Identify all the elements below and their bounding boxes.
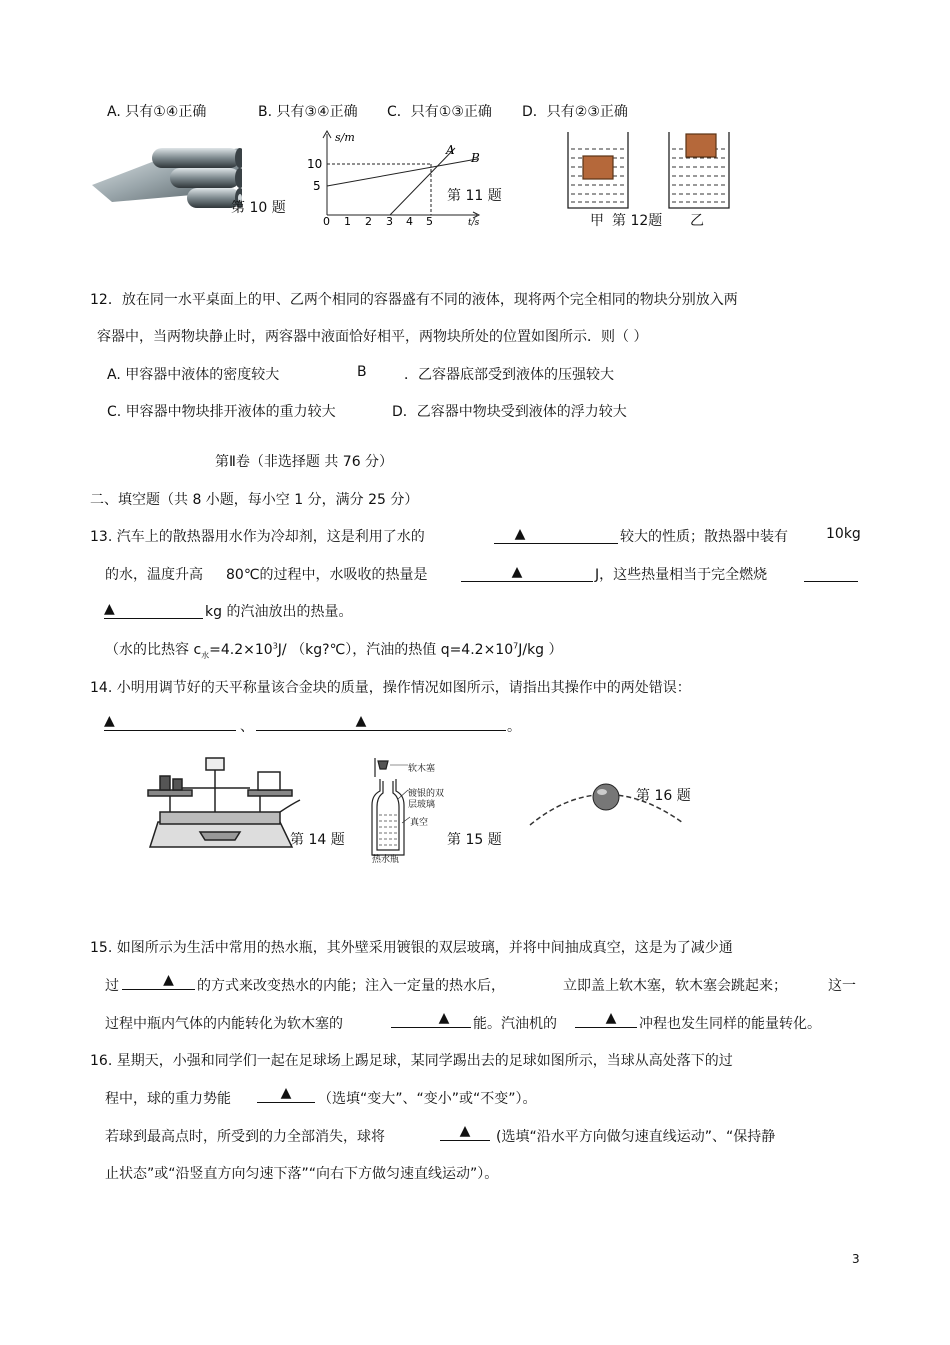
answer-marker: ▲ [511,564,523,580]
q13-text-4: 的水，温度升高 [105,567,203,583]
balance-figure [140,752,302,852]
q15-text-b: 的方式来改变热水的内能；注入一定量的热水后， [197,978,505,994]
q16-text-c: 若球到最高点时，所受到的力全部消失，球将 [105,1129,385,1145]
q12-option-d: D．乙容器中物块受到液体的浮力较大 [392,404,627,420]
x-tick: 3 [386,215,393,228]
q13-text-5: 80℃的过程中，水吸收的热量是 [226,567,428,583]
y-tick: 10 [307,157,323,171]
label-glass-1: 镀银的双 [408,789,445,799]
container-label-left: 甲 [590,213,604,229]
q12-option-a: A. 甲容器中液体的密度较大 [107,367,280,383]
q16-line1: 16. 星期天，小强和同学们一起在足球场上踢足球，某同学踢出去的足球如图所示，当球从高处落下的过 [90,1053,733,1069]
answer-marker: ▲ [514,526,526,542]
answer-marker: ▲ [605,1010,617,1026]
label-bottle: 热水瓶 [372,855,400,865]
q13-blank-2 [461,564,593,582]
q15-text-a: 过 [105,978,119,994]
option-c: C．只有①③正确 [387,104,492,120]
q14-separator: 、 [240,719,254,735]
q14-blank-1 [104,713,236,731]
q15-blank-1 [122,972,195,990]
q12-option-c: C. 甲容器中物块排开液体的重力较大 [107,404,336,420]
figure-11-caption: 第 11 题 [447,188,502,204]
answer-marker: ▲ [280,1085,292,1101]
q16-text-d: (选填“沿水平方向做匀速直线运动”、“保持静 [496,1129,776,1145]
q15-blank-2 [391,1010,471,1028]
figure-16-caption: 第 16 题 [636,788,691,804]
q13-text-3: 10kg [826,526,861,542]
line-a-label: A [446,143,455,157]
answer-marker: ▲ [104,601,115,617]
q16-text-b: （选填“变大”、“变小”或“不变”）。 [318,1091,537,1107]
q15-text-e: 过程中瓶内气体的内能转化为软木塞的 [105,1016,343,1032]
figure-15-caption: 第 15 题 [447,832,502,848]
q13-text-1: 13. 汽车上的散热器用水作为冷却剂，这是利用了水的 [90,529,425,545]
q13-text-2: 较大的性质；散热器中装有 [620,529,788,545]
q16-text-e: 止状态”或“沿竖直方向匀速下落”“向右下方做匀速直线运动”）。 [105,1166,499,1182]
y-tick: 5 [313,179,321,193]
answer-marker: ▲ [438,1010,450,1026]
q15-text-g: 冲程也发生同样的能量转化。 [639,1016,821,1032]
answer-marker: ▲ [104,713,115,729]
line-b-label: B [471,151,480,165]
q14-text: 14. 小明用调节好的天平称量该合金块的质量，操作情况如图所示，请指出其操作中的两处错误： [90,680,691,696]
q14-end: 。 [507,719,521,735]
q13-text-6: J，这些热量相当于完全燃烧 [595,567,768,583]
option-d: D．只有②③正确 [522,104,628,120]
answer-marker: ▲ [163,972,174,988]
x-tick: 2 [365,215,372,228]
figure-10-caption: 第 10 题 [231,200,286,216]
q12-option-b-text: ．乙容器底部受到液体的压强较大 [404,367,614,383]
q15-blank-3 [575,1010,637,1028]
container-label-right: 乙 [690,213,704,229]
q12-line2: 容器中，当两物块静止时，两容器中液面恰好相平，两物块所处的位置如图所示．则（ ） [97,329,648,345]
label-vacuum: 真空 [410,818,429,828]
page-number: 3 [852,1252,860,1266]
s-t-graph [305,128,485,228]
q13-blank-3a [804,564,858,582]
metal-rolls-image [92,140,242,215]
q13-note: （水的比热容 $c_水=4.2\times 10^3J/$ （kg?℃），汽油的热值 $q=4.2\times 10^7J/kg$ ） [105,641,563,660]
option-b: B. 只有③④正确 [258,104,358,120]
section-title: 二、填空题（共 8 小题，每小空 1 分，满分 25 分） [90,492,419,508]
q16-blank-1 [257,1085,315,1103]
q13-text-7: kg 的汽油放出的热量。 [205,604,353,620]
part2-title: 第Ⅱ卷（非选择题 共 76 分） [215,454,394,470]
q15-text-c: 立即盖上软木塞，软木塞会跳起来； [563,978,787,994]
x-tick: 5 [426,215,433,228]
answer-marker: ▲ [355,713,367,729]
x-tick: 0 [323,215,330,228]
q13-blank-1 [494,526,618,544]
answer-marker: ▲ [459,1123,471,1139]
figure-12-caption: 第 12题 [612,213,663,229]
q13-blank-3b [104,601,203,619]
q16-text-a: 程中，球的重力势能 [105,1091,231,1107]
q12-line1: 12．放在同一水平桌面上的甲、乙两个相同的容器盛有不同的液体，现将两个完全相同的物块分别放入两 [90,292,738,308]
q16-blank-2 [440,1123,490,1141]
q12-option-b-letter: B [357,364,367,380]
figure-14-caption: 第 14 题 [290,832,345,848]
q15-text-d: 这一 [828,978,856,994]
q14-blank-2 [256,713,506,731]
label-glass-2: 层玻璃 [408,800,436,810]
option-a: A. 只有①④正确 [107,104,207,120]
x-axis-unit: t/s [468,218,480,228]
q15-line1: 15. 如图所示为生活中常用的热水瓶，其外壁采用镀银的双层玻璃，并将中间抽成真空，这是为了减少通 [90,940,733,956]
q15-text-f: 能。汽油机的 [473,1016,557,1032]
label-cork: 软木塞 [408,764,436,774]
y-axis-unit: s/m [335,131,355,144]
x-tick: 1 [344,215,351,228]
x-tick: 4 [406,215,413,228]
